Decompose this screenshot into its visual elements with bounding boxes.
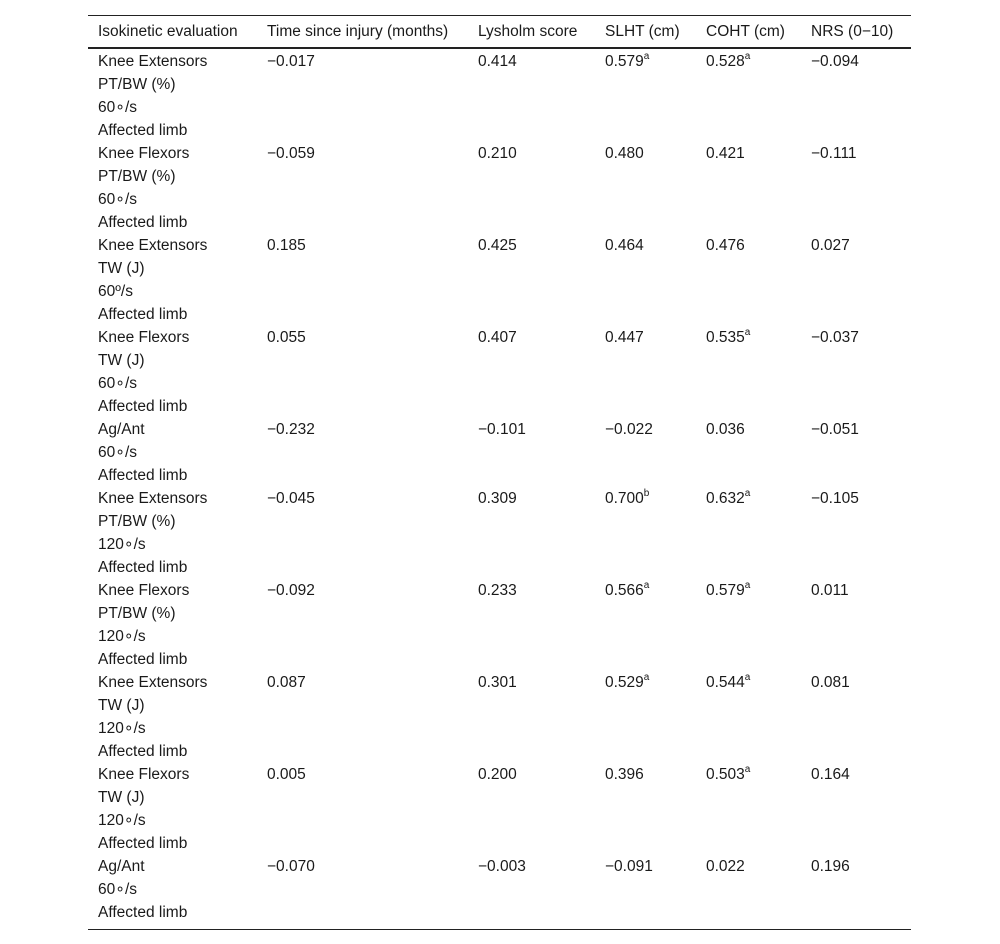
significance-marker: a bbox=[744, 579, 751, 591]
row-label-line: TW (J) bbox=[98, 697, 145, 714]
cell-value: 0.087 bbox=[267, 674, 306, 691]
cell-value: −0.051 bbox=[811, 421, 859, 438]
cell-value: −0.059 bbox=[267, 145, 315, 162]
table-body bbox=[88, 48, 911, 930]
header-lysholm-score: Lysholm score bbox=[478, 23, 578, 40]
row-label-line: TW (J) bbox=[98, 789, 145, 806]
cell-value: 0.036 bbox=[706, 421, 745, 438]
cell-value: −0.091 bbox=[605, 858, 653, 875]
table-row bbox=[88, 579, 911, 671]
cell-coht bbox=[696, 671, 801, 763]
cell-lysholm-score bbox=[468, 48, 595, 142]
correlation-table-container bbox=[88, 15, 911, 930]
significance-marker: a bbox=[643, 671, 650, 683]
row-label-cell bbox=[88, 487, 257, 579]
cell-slht bbox=[595, 48, 696, 142]
cell-lysholm-score bbox=[468, 142, 595, 234]
cell-value: 0.528 bbox=[706, 53, 745, 70]
cell-value: 0.700 bbox=[605, 490, 644, 507]
row-label-cell bbox=[88, 418, 257, 487]
cell-value: −0.070 bbox=[267, 858, 315, 875]
cell-nrs bbox=[801, 234, 911, 326]
row-label-line: Knee Extensors bbox=[98, 490, 208, 507]
cell-value: 0.011 bbox=[811, 582, 849, 599]
cell-slht bbox=[595, 418, 696, 487]
row-label-line: Affected limb bbox=[98, 743, 188, 760]
row-label-line: Affected limb bbox=[98, 398, 188, 415]
cell-value: −0.003 bbox=[478, 858, 526, 875]
cell-value: 0.529 bbox=[605, 674, 644, 691]
cell-value: 0.396 bbox=[605, 766, 644, 783]
cell-lysholm-score bbox=[468, 487, 595, 579]
significance-marker: a bbox=[643, 50, 650, 62]
cell-time-since-injury bbox=[257, 855, 468, 930]
row-label-line: 120∘/s bbox=[98, 536, 146, 553]
row-label-cell bbox=[88, 326, 257, 418]
cell-coht bbox=[696, 579, 801, 671]
cell-value: 0.566 bbox=[605, 582, 644, 599]
row-label-cell bbox=[88, 142, 257, 234]
cell-value: −0.045 bbox=[267, 490, 315, 507]
row-label-cell bbox=[88, 671, 257, 763]
cell-time-since-injury bbox=[257, 48, 468, 142]
cell-value: 0.425 bbox=[478, 237, 517, 254]
row-label-line: Affected limb bbox=[98, 467, 188, 484]
table-row bbox=[88, 326, 911, 418]
row-label-line: 60º/s bbox=[98, 283, 133, 300]
significance-marker: a bbox=[744, 326, 751, 338]
significance-marker: a bbox=[744, 763, 751, 775]
cell-slht bbox=[595, 487, 696, 579]
cell-coht bbox=[696, 855, 801, 930]
cell-value: 0.414 bbox=[478, 53, 517, 70]
row-label-line: PT/BW (%) bbox=[98, 605, 176, 622]
cell-time-since-injury bbox=[257, 234, 468, 326]
cell-value: 0.480 bbox=[605, 145, 644, 162]
cell-time-since-injury bbox=[257, 671, 468, 763]
row-label-line: PT/BW (%) bbox=[98, 513, 176, 530]
cell-slht bbox=[595, 671, 696, 763]
row-label-cell bbox=[88, 234, 257, 326]
cell-value: 0.579 bbox=[605, 53, 644, 70]
row-label-line: PT/BW (%) bbox=[98, 76, 176, 93]
cell-value: 0.476 bbox=[706, 237, 745, 254]
cell-lysholm-score bbox=[468, 326, 595, 418]
cell-value: −0.017 bbox=[267, 53, 315, 70]
row-label-line: Affected limb bbox=[98, 214, 188, 231]
cell-slht bbox=[595, 855, 696, 930]
significance-marker: a bbox=[744, 671, 751, 683]
cell-value: 0.632 bbox=[706, 490, 745, 507]
correlation-table bbox=[88, 15, 911, 930]
row-label-cell bbox=[88, 763, 257, 855]
row-label-line: Ag/Ant bbox=[98, 858, 145, 875]
cell-coht bbox=[696, 763, 801, 855]
row-label-line: 120∘/s bbox=[98, 720, 146, 737]
row-label-cell bbox=[88, 579, 257, 671]
cell-value: −0.094 bbox=[811, 53, 859, 70]
row-label-line: Knee Extensors bbox=[98, 53, 208, 70]
cell-coht bbox=[696, 234, 801, 326]
table-row bbox=[88, 763, 911, 855]
cell-nrs bbox=[801, 671, 911, 763]
cell-value: −0.105 bbox=[811, 490, 859, 507]
row-label-line: Affected limb bbox=[98, 306, 188, 323]
cell-value: 0.464 bbox=[605, 237, 644, 254]
cell-nrs bbox=[801, 48, 911, 142]
cell-value: 0.027 bbox=[811, 237, 850, 254]
cell-nrs bbox=[801, 855, 911, 930]
row-label-line: Knee Flexors bbox=[98, 766, 190, 783]
row-label-line: Affected limb bbox=[98, 651, 188, 668]
header-slht: SLHT (cm) bbox=[605, 23, 680, 40]
cell-value: 0.544 bbox=[706, 674, 745, 691]
cell-coht bbox=[696, 418, 801, 487]
cell-coht bbox=[696, 142, 801, 234]
row-label-line: Affected limb bbox=[98, 122, 188, 139]
cell-value: 0.005 bbox=[267, 766, 306, 783]
table-header bbox=[88, 16, 911, 49]
row-label-line: Knee Flexors bbox=[98, 582, 190, 599]
cell-lysholm-score bbox=[468, 763, 595, 855]
table-row bbox=[88, 142, 911, 234]
cell-value: 0.185 bbox=[267, 237, 306, 254]
cell-slht bbox=[595, 579, 696, 671]
cell-value: −0.092 bbox=[267, 582, 315, 599]
cell-slht bbox=[595, 763, 696, 855]
cell-value: 0.309 bbox=[478, 490, 517, 507]
row-label-line: 60∘/s bbox=[98, 99, 137, 116]
cell-slht bbox=[595, 234, 696, 326]
cell-lysholm-score bbox=[468, 234, 595, 326]
cell-nrs bbox=[801, 579, 911, 671]
cell-value: 0.210 bbox=[478, 145, 517, 162]
cell-value: −0.037 bbox=[811, 329, 859, 346]
cell-value: 0.447 bbox=[605, 329, 644, 346]
cell-time-since-injury bbox=[257, 579, 468, 671]
table-row bbox=[88, 48, 911, 142]
cell-time-since-injury bbox=[257, 487, 468, 579]
row-label-cell bbox=[88, 855, 257, 930]
cell-lysholm-score bbox=[468, 671, 595, 763]
row-label-line: 60∘/s bbox=[98, 375, 137, 392]
cell-time-since-injury bbox=[257, 142, 468, 234]
row-label-line: Knee Extensors bbox=[98, 237, 208, 254]
row-label-cell bbox=[88, 48, 257, 142]
header-coht: COHT (cm) bbox=[706, 23, 785, 40]
header-row bbox=[88, 16, 911, 49]
row-label-line: 120∘/s bbox=[98, 628, 146, 645]
row-label-line: Affected limb bbox=[98, 904, 188, 921]
row-label-line: TW (J) bbox=[98, 352, 145, 369]
cell-nrs bbox=[801, 418, 911, 487]
row-label-line: PT/BW (%) bbox=[98, 168, 176, 185]
row-label-line: 120∘/s bbox=[98, 812, 146, 829]
cell-coht bbox=[696, 48, 801, 142]
cell-nrs bbox=[801, 142, 911, 234]
significance-marker: a bbox=[643, 579, 650, 591]
row-label-line: TW (J) bbox=[98, 260, 145, 277]
table-row bbox=[88, 234, 911, 326]
row-label-line: 60∘/s bbox=[98, 881, 137, 898]
header-time-since-injury: Time since injury (months) bbox=[267, 23, 449, 40]
cell-value: −0.022 bbox=[605, 421, 653, 438]
cell-value: 0.022 bbox=[706, 858, 745, 875]
row-label-line: 60∘/s bbox=[98, 191, 137, 208]
significance-marker: a bbox=[744, 50, 751, 62]
header-isokinetic-evaluation: Isokinetic evaluation bbox=[98, 23, 238, 40]
cell-value: 0.164 bbox=[811, 766, 850, 783]
cell-time-since-injury bbox=[257, 418, 468, 487]
cell-value: 0.503 bbox=[706, 766, 745, 783]
cell-nrs bbox=[801, 487, 911, 579]
significance-marker: b bbox=[643, 487, 650, 499]
cell-nrs bbox=[801, 763, 911, 855]
row-label-line: Affected limb bbox=[98, 835, 188, 852]
cell-lysholm-score bbox=[468, 855, 595, 930]
row-label-line: Knee Flexors bbox=[98, 145, 190, 162]
cell-value: 0.196 bbox=[811, 858, 850, 875]
cell-value: 0.301 bbox=[478, 674, 517, 691]
row-label-line: Knee Flexors bbox=[98, 329, 190, 346]
cell-value: 0.421 bbox=[706, 145, 745, 162]
cell-nrs bbox=[801, 326, 911, 418]
cell-value: 0.081 bbox=[811, 674, 850, 691]
cell-lysholm-score bbox=[468, 579, 595, 671]
table-row bbox=[88, 487, 911, 579]
table-row bbox=[88, 855, 911, 930]
cell-value: 0.055 bbox=[267, 329, 306, 346]
cell-lysholm-score bbox=[468, 418, 595, 487]
cell-value: 0.200 bbox=[478, 766, 517, 783]
cell-slht bbox=[595, 142, 696, 234]
significance-marker: a bbox=[744, 487, 751, 499]
row-label-line: Knee Extensors bbox=[98, 674, 208, 691]
cell-value: 0.407 bbox=[478, 329, 517, 346]
row-label-line: 60∘/s bbox=[98, 444, 137, 461]
table-row bbox=[88, 418, 911, 487]
cell-value: 0.535 bbox=[706, 329, 745, 346]
cell-value: −0.101 bbox=[478, 421, 526, 438]
cell-value: 0.579 bbox=[706, 582, 745, 599]
table-row bbox=[88, 671, 911, 763]
header-nrs: NRS (0−10) bbox=[811, 23, 894, 40]
cell-coht bbox=[696, 487, 801, 579]
cell-value: −0.111 bbox=[811, 145, 857, 162]
cell-time-since-injury bbox=[257, 763, 468, 855]
cell-time-since-injury bbox=[257, 326, 468, 418]
cell-slht bbox=[595, 326, 696, 418]
cell-value: −0.232 bbox=[267, 421, 315, 438]
row-label-line: Ag/Ant bbox=[98, 421, 145, 438]
cell-value: 0.233 bbox=[478, 582, 517, 599]
cell-coht bbox=[696, 326, 801, 418]
row-label-line: Affected limb bbox=[98, 559, 188, 576]
